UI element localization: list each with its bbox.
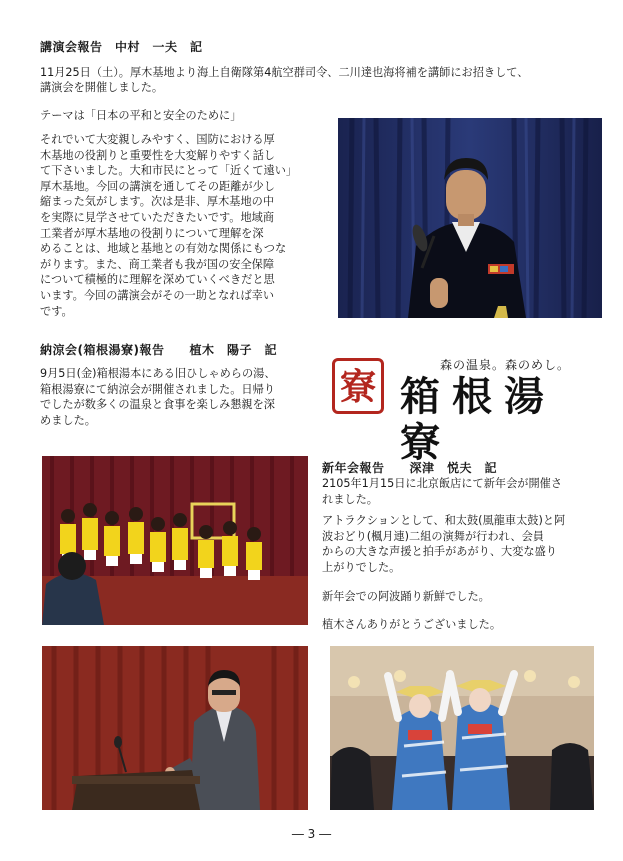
lecture-line: います。今回の講演会がその一助となれば幸い [40, 288, 275, 302]
newyear-heading: 新年会報告 深津 悦夫 記 [322, 461, 498, 475]
lecture-line: て下さいました。大和市民にとって「近くて遠い」 [40, 164, 298, 178]
newyear-line: 新年会での阿波踊り新鮮でした。 [322, 589, 490, 603]
summer-line: 9月5日(金)箱根湯本にある旧ひしゃめらの湯、 [40, 367, 276, 380]
newyear-line: 2105年1月15日に北京飯店にて新年会が開催さ [322, 477, 563, 490]
newyear-body [322, 476, 602, 633]
summer-body [40, 366, 310, 428]
summer-line: めました。 [40, 413, 96, 427]
lecture-line: 厚木基地。今回の講演を通してその距離が少し [40, 179, 275, 193]
page-number: ― 3 ― [291, 827, 332, 841]
lecture-body [40, 132, 330, 319]
newyear-line: 植木さんありがとうございました。 [322, 618, 502, 632]
children-dance-photo [42, 456, 308, 625]
newyear-line: アトラクションとして、和太鼓(風龍車太鼓)と阿 [322, 514, 566, 528]
lecture-line: それでいて大変親しみやすく、国防における厚 [40, 133, 275, 146]
speaker-photo [338, 118, 602, 318]
lecture-intro-line2: 講演会を開催しました。 [40, 81, 164, 94]
lecture-line: がります。また、商工業者も我が国の安全保障 [40, 257, 275, 271]
lecture-intro-line1: 11月25日（土）。厚木基地より海上自衛隊第4航空群司令、二川達也海将補を講師にお招きして、 [40, 66, 529, 79]
logo-tagline: 森の温泉。森のめし。 [440, 358, 571, 372]
summer-line: 箱根湯寮にて納涼会が開催されました。日帰り [40, 382, 275, 396]
lecture-line: です。 [40, 304, 73, 318]
summer-heading: 納涼会(箱根湯寮)報告 植木 陽子 記 [40, 343, 277, 357]
seal-character: 寮 [339, 366, 376, 408]
lecture-line: について積極的に理解を深めていくべきだと思 [40, 273, 275, 287]
lecture-line: めることは、地域と基地との有効な関係にもつな [40, 242, 287, 256]
lecture-line: 工業者が厚木基地の役割りについて理解を深 [40, 226, 264, 240]
newyear-line: 上がりでした。 [322, 560, 401, 574]
newyear-line: 波おどり(楓月連)二組の演舞が行われ、会員 [322, 529, 544, 543]
logo-name: 箱根湯寮 [400, 373, 556, 466]
podium-speaker-photo [42, 646, 308, 810]
summer-line: でしたが数多くの温泉と食事を楽しみ懇親を深 [40, 398, 275, 412]
lecture-line: 縮まった気がします。次は是非、厚木基地の中 [40, 195, 275, 209]
newyear-line: からの大きな声援と拍手があがり、大変な盛り [322, 545, 557, 559]
lecture-heading: 講演会報告 中村 一夫 記 [40, 40, 203, 54]
lecture-line: 木基地の役割りと重要性を大変解りやすく話し [40, 148, 275, 162]
hakone-logo [330, 350, 600, 466]
newyear-line: れました。 [322, 492, 378, 506]
lecture-line: を実際に見学させていただきたいです。地域商 [40, 210, 275, 224]
lecture-theme: テーマは「日本の平和と安全のために」 [40, 109, 242, 122]
awa-dancers-photo [330, 646, 594, 810]
seal-stamp [332, 358, 384, 414]
